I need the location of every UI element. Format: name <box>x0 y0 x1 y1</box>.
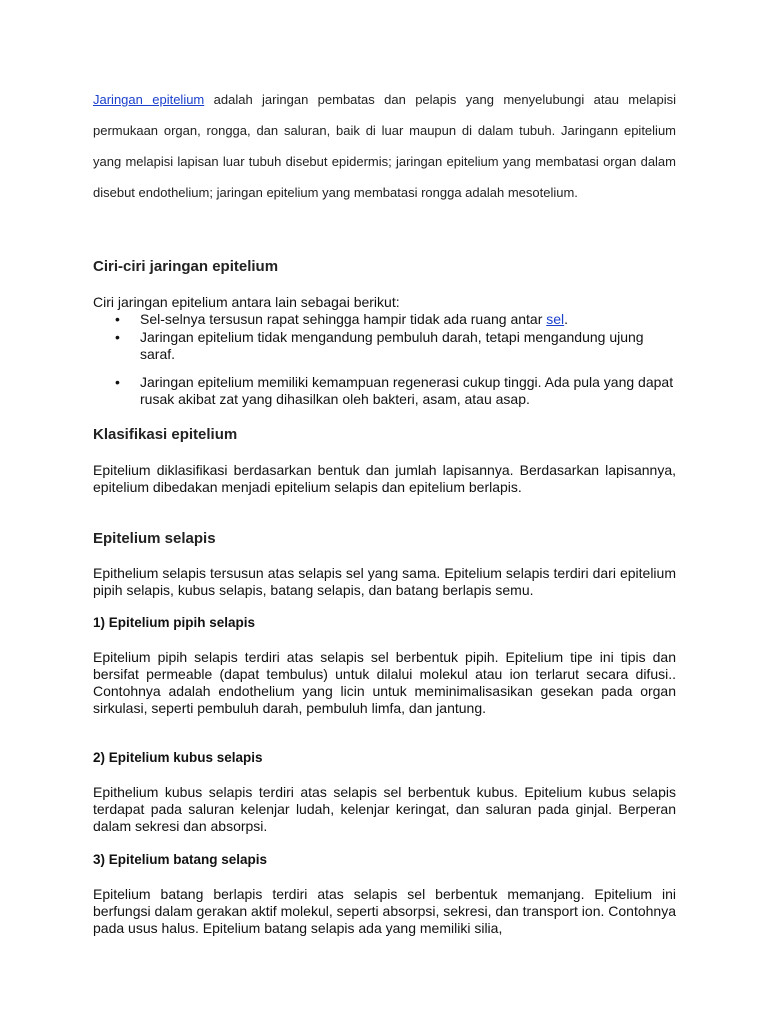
pipih-heading: 1) Epitelium pipih selapis <box>93 615 256 630</box>
list-item <box>93 329 676 363</box>
pipih-paragraph: Epitelium pipih selapis terdiri atas selapis sel berbentuk pipih. Epitelium tipe ini tipis dan bersifat permeable (dapat tembulus) untuk dilalui molekul atau ion terlarut secara difusi.. Contohnya adalah endothelium yang licin untuk meminimalisasikan gesekan pada organ sirkulasi, seperti pembuluh darah, pembuluh limfa, dan jantung. <box>93 649 676 716</box>
ciri-heading: Ciri-ciri jaringan epitelium <box>93 258 279 275</box>
jaringan-epitelium-link[interactable]: Jaringan epitelium <box>93 92 205 107</box>
bullet-text-end: . <box>564 311 569 327</box>
bullet-icon: • <box>115 329 120 345</box>
sel-link[interactable]: sel <box>546 311 565 327</box>
bullet-icon: • <box>115 374 120 390</box>
list-item <box>93 311 676 328</box>
kubus-heading: 2) Epitelium kubus selapis <box>93 750 263 765</box>
klasifikasi-heading: Klasifikasi epitelium <box>93 426 238 443</box>
bullet-text: Sel-selnya tersusun rapat sehingga hampir tidak ada ruang antar <box>140 311 547 327</box>
selapis-paragraph: Epithelium selapis tersusun atas selapis sel yang sama. Epitelium selapis terdiri dari epitelium pipih selapis, kubus selapis, batang selapis, dan batang berlapis semu. <box>93 565 676 598</box>
intro-paragraph <box>93 84 676 208</box>
list-item <box>93 374 676 408</box>
bullet-text: Jaringan epitelium memiliki kemampuan regenerasi cukup tinggi. Ada pula yang dapat rusak akibat zat yang dihasilkan oleh bakteri, asam, atau asap. <box>140 374 674 407</box>
ciri-lead: Ciri jaringan epitelium antara lain sebagai berikut: <box>93 294 400 310</box>
selapis-heading: Epitelium selapis <box>93 530 216 547</box>
batang-heading: 3) Epitelium batang selapis <box>93 852 268 867</box>
bullet-text: Jaringan epitelium tidak mengandung pembuluh darah, tetapi mengandung ujung saraf. <box>140 329 644 362</box>
klasifikasi-paragraph: Epitelium diklasifikasi berdasarkan bentuk dan jumlah lapisannya. Berdasarkan lapisannya, epitelium dibedakan menjadi epitelium selapis dan epitelium berlapis. <box>93 462 676 495</box>
batang-paragraph: Epitelium batang berlapis terdiri atas selapis sel berbentuk memanjang. Epitelium ini berfungsi dalam gerakan aktif molekul, seperti absorpsi, sekresi, dan transport ion. Contohnya pada usus halus. Epitelium batang selapis ada yang memiliki silia, <box>93 886 676 936</box>
bullet-icon: • <box>115 311 120 327</box>
kubus-paragraph: Epithelium kubus selapis terdiri atas selapis sel berbentuk kubus. Epitelium kubus selapis terdapat pada saluran kelenjar ludah, kelenjar keringat, dan saluran pada ginjal. Berperan dalam sekresi dan absorpsi. <box>93 784 676 834</box>
intro-text: adalah jaringan pembatas dan pelapis yang menyelubungi atau melapisi permukaan organ, rongga, dan saluran, baik di luar maupun di dalam tubuh. Jaringann epitelium yang melapisi lapisan luar tubuh disebut epidermis; jaringan epitelium yang membatasi organ dalam disebut endothelium; jaringan epitelium yang membatasi rongga adalah mesotelium. <box>93 92 676 200</box>
